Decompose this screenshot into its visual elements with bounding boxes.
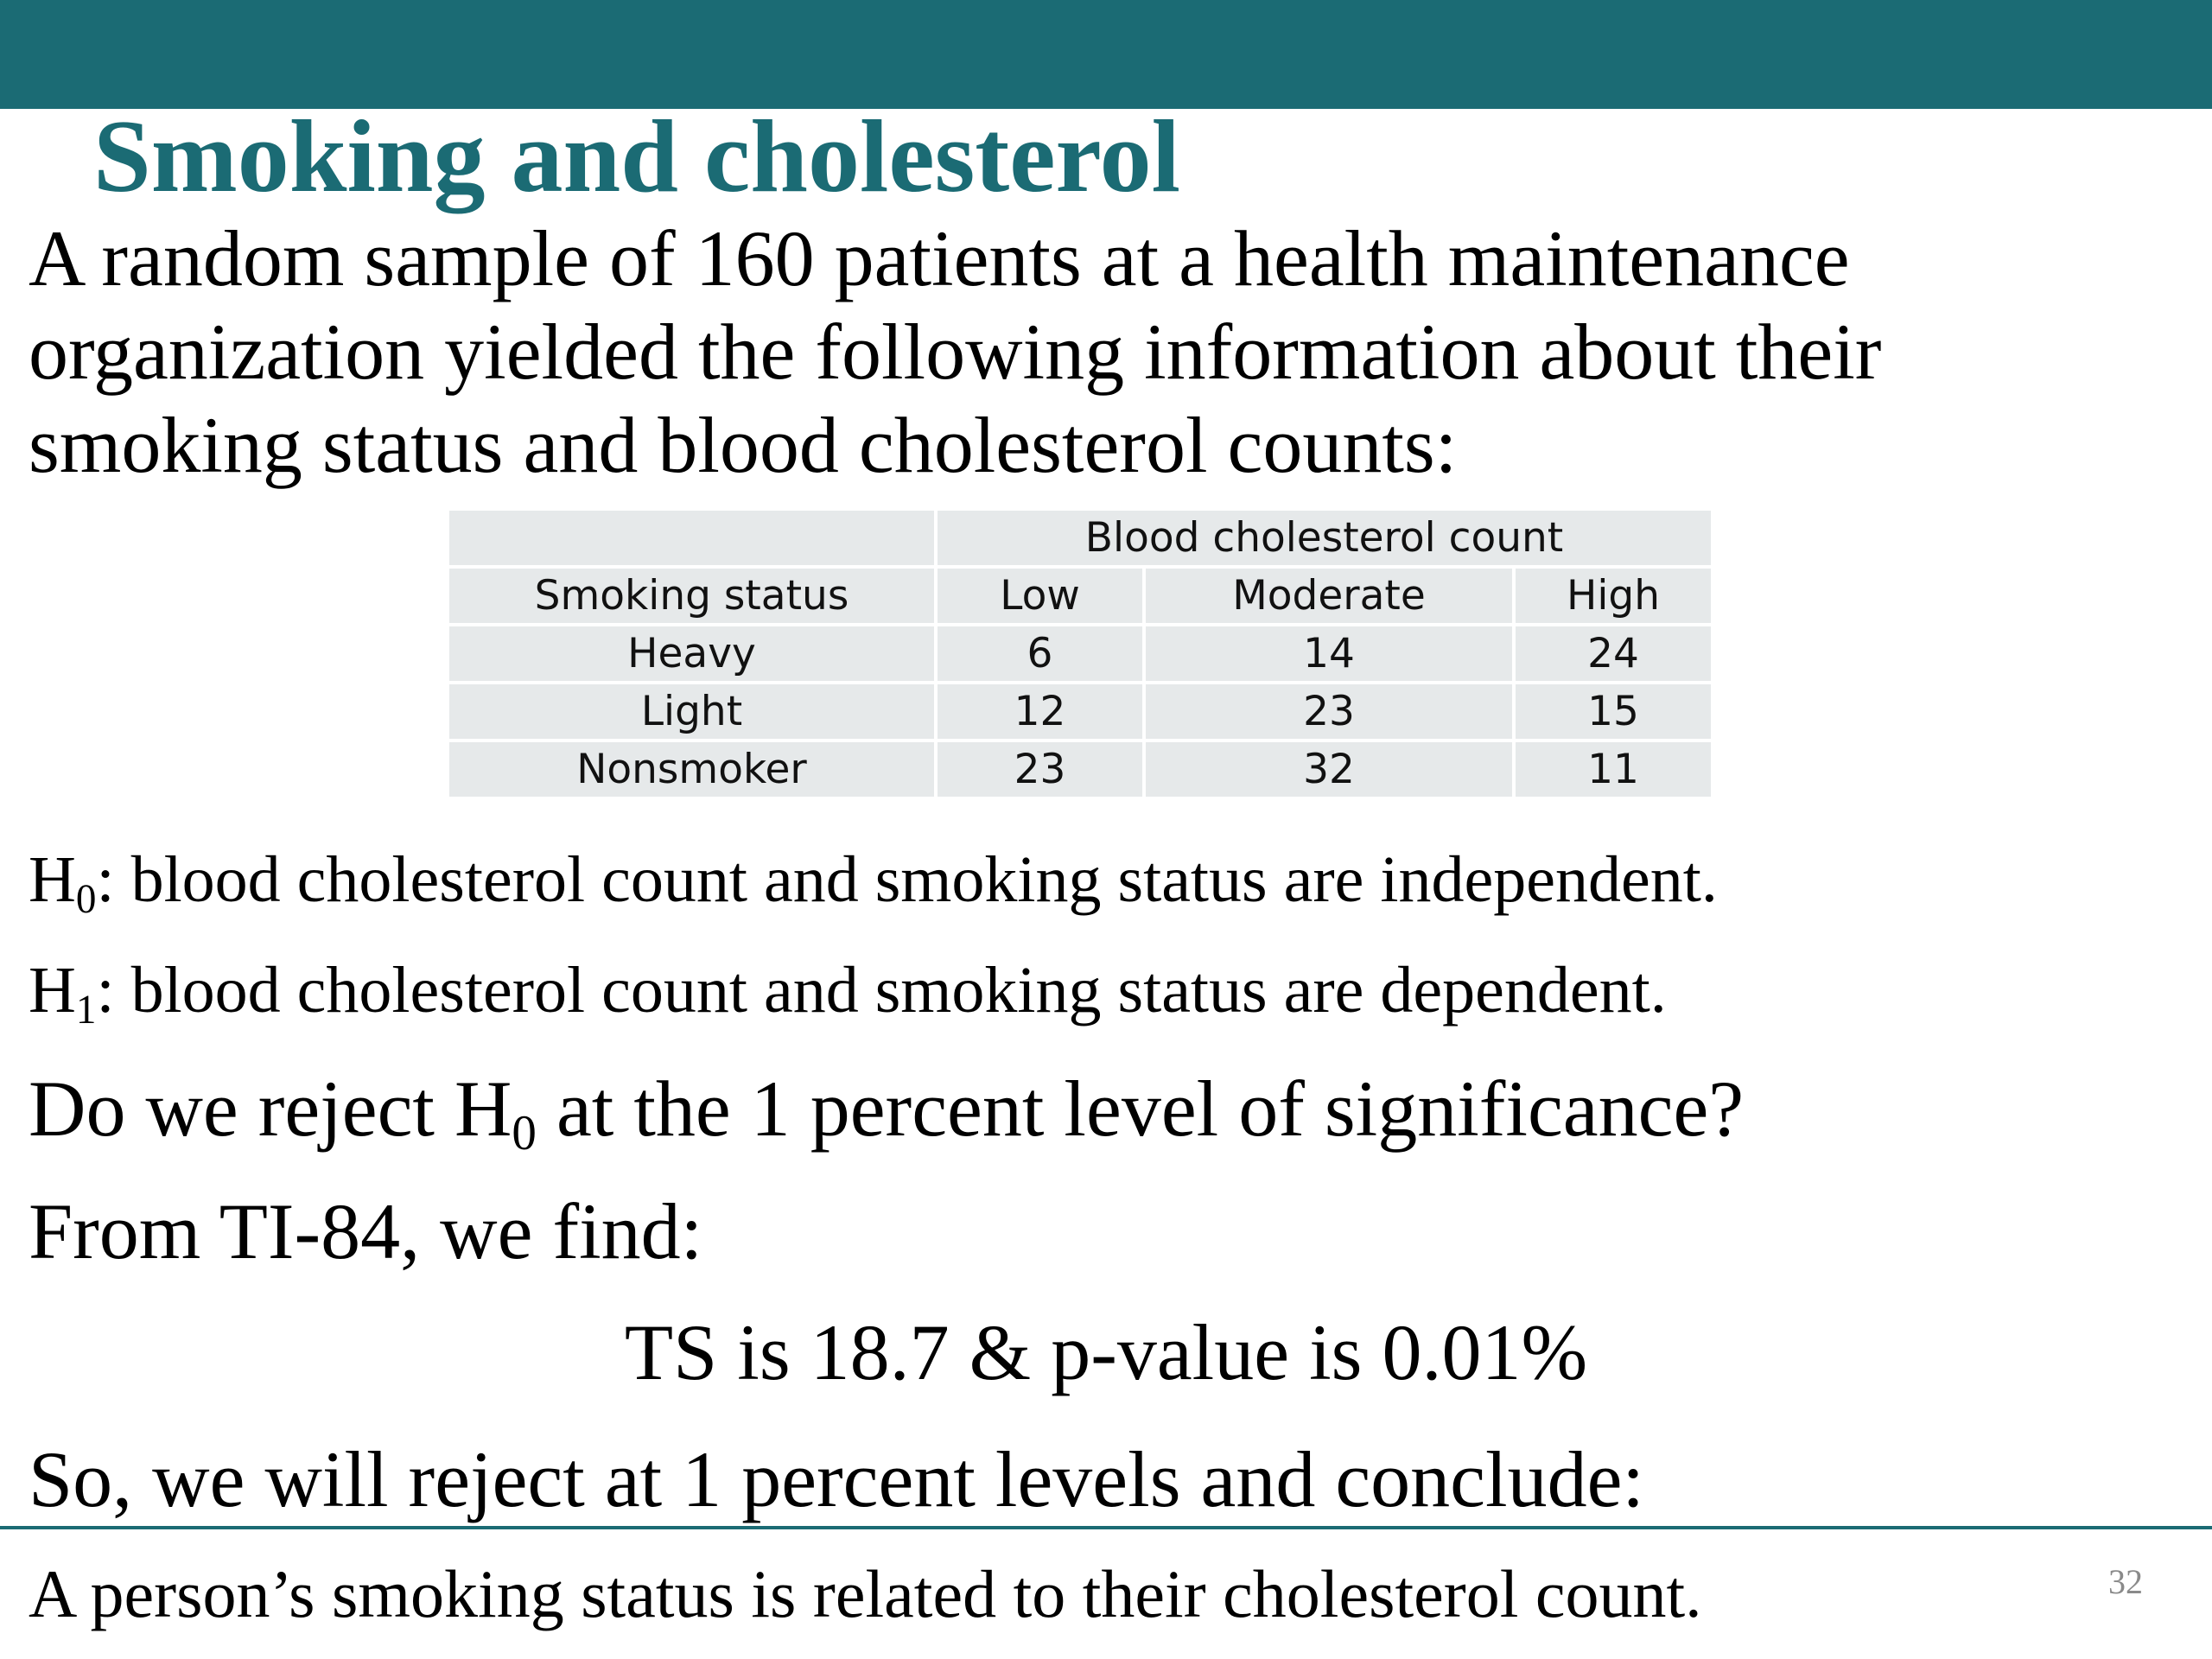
question-line xyxy=(29,1059,1744,1158)
table-cell: 23 xyxy=(936,741,1144,798)
intro-line: A random sample of 160 patients at a health maintenance xyxy=(29,214,1850,302)
row-label: Heavy xyxy=(448,625,936,683)
table-cell: 23 xyxy=(1144,683,1514,741)
alternative-hypothesis xyxy=(29,947,1667,1033)
question-subscript: 0 xyxy=(512,1105,537,1160)
cholesterol-table xyxy=(446,507,1714,800)
slide-title: Smoking and cholesterol xyxy=(93,99,1180,213)
conclusion-line: A person’s smoking status is related to their cholesterol count. xyxy=(29,1556,1702,1631)
column-header-moderate: Moderate xyxy=(1144,567,1514,625)
table-row xyxy=(448,741,1713,798)
table-cell: 12 xyxy=(936,683,1144,741)
column-header-high: High xyxy=(1514,567,1713,625)
intro-line: smoking status and blood cholesterol counts: xyxy=(29,401,1458,489)
table-row xyxy=(448,625,1713,683)
table-header-row xyxy=(448,509,1713,567)
question-text-after: at the 1 percent level of significance? xyxy=(536,1065,1745,1153)
test-statistic-line: TS is 18.7 & p-value is 0.01% xyxy=(624,1308,1588,1396)
table-cell: 24 xyxy=(1514,625,1713,683)
table-cell: 15 xyxy=(1514,683,1713,741)
group-header-cell: Blood cholesterol count xyxy=(936,509,1713,567)
hypothesis-subscript: 0 xyxy=(75,877,97,923)
page-number: 32 xyxy=(2108,1562,2143,1601)
row-label: Light xyxy=(448,683,936,741)
intro-line: organization yielded the following information about their xyxy=(29,308,1882,396)
header-bar xyxy=(0,0,2212,109)
table-cell: 32 xyxy=(1144,741,1514,798)
table-cell: 14 xyxy=(1144,625,1514,683)
table-cell: 11 xyxy=(1514,741,1713,798)
null-hypothesis xyxy=(29,836,1718,923)
table-row xyxy=(448,683,1713,741)
reject-line: So, we will reject at 1 percent levels and conclude: xyxy=(29,1435,1644,1523)
question-text-before: Do we reject H xyxy=(29,1065,512,1153)
hypothesis-symbol: H xyxy=(29,954,76,1027)
table-cell: 6 xyxy=(936,625,1144,683)
hypothesis-text: : blood cholesterol count and smoking status are independent. xyxy=(96,843,1718,916)
footer-divider xyxy=(0,1526,2212,1529)
row-header-cell: Smoking status xyxy=(448,567,936,625)
row-label: Nonsmoker xyxy=(448,741,936,798)
ti84-line: From TI-84, we find: xyxy=(29,1187,703,1275)
hypothesis-text: : blood cholesterol count and smoking status are dependent. xyxy=(96,954,1667,1027)
column-header-low: Low xyxy=(936,567,1144,625)
hypothesis-subscript: 1 xyxy=(75,988,97,1033)
table-corner-cell xyxy=(448,509,936,567)
table-column-header-row xyxy=(448,567,1713,625)
hypothesis-symbol: H xyxy=(29,843,76,916)
intro-paragraph xyxy=(29,212,2171,492)
